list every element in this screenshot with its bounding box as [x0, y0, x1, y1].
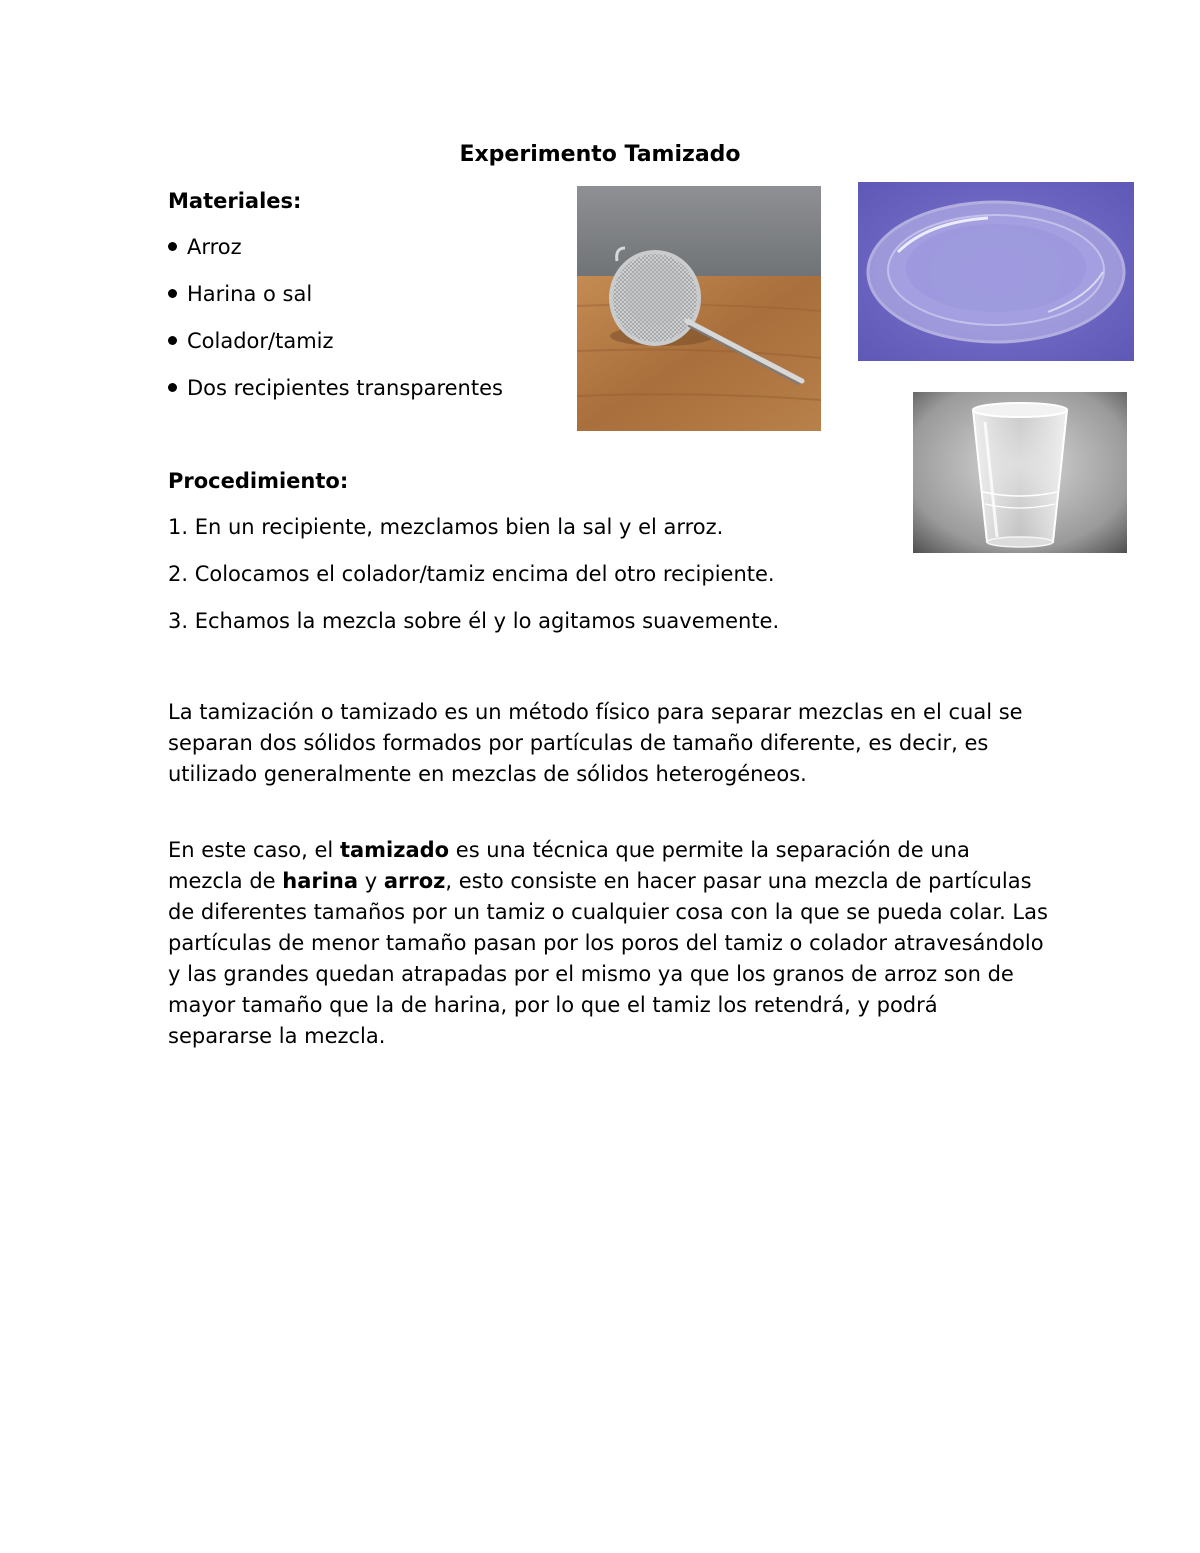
paragraph-text: es una técnica que permite la separación de una mezcla de: [168, 838, 970, 893]
materials-item-label: Dos recipientes transparentes: [187, 376, 503, 400]
paragraph-text: y: [358, 869, 384, 893]
materials-item-label: Arroz: [187, 235, 242, 259]
paragraph-text: , esto consiste en hacer pasar una mezcla de partículas de diferentes tamaños por un tamiz o cualquier cosa con la que se pueda colar. Las partículas de menor tamaño pasan por los poros del tamiz o colador atravesándolo y las grandes quedan atrapadas por el mismo ya que los granos de arroz son de mayor tamaño que la de harina, por lo que el tamiz los retendrá, y podrá separarse la mezcla.: [168, 869, 1048, 1048]
bullet-icon: [168, 383, 177, 392]
procedure-step: 1. En un recipiente, mezclamos bien la sal y el arroz.: [168, 515, 724, 539]
bold-term: arroz: [383, 869, 446, 893]
bullet-icon: [168, 289, 177, 298]
plate-photo: [858, 182, 1134, 361]
explanation-paragraph: [168, 835, 1048, 1052]
procedure-heading: Procedimiento:: [168, 469, 349, 493]
page-title: Experimento Tamizado: [459, 142, 741, 167]
materials-heading: Materiales:: [168, 189, 302, 213]
bold-term: harina: [282, 869, 359, 893]
strainer-photo: [577, 186, 821, 431]
materials-item: [168, 374, 503, 402]
cup-photo: [913, 392, 1127, 553]
procedure-step: 2. Colocamos el colador/tamiz encima del otro recipiente.: [168, 562, 775, 586]
materials-item-label: Colador/tamiz: [187, 329, 334, 353]
materials-item: [168, 233, 242, 261]
materials-item-label: Harina o sal: [187, 282, 313, 306]
paragraph-text: En este caso, el: [168, 838, 340, 862]
materials-item: [168, 327, 334, 355]
bullet-icon: [168, 336, 177, 345]
definition-paragraph: La tamización o tamizado es un método físico para separar mezclas en el cual se separan dos sólidos formados por partículas de tamaño diferente, es decir, es utilizado generalmente en mezclas de sólidos heterogéneos.: [168, 700, 1023, 786]
materials-item: [168, 280, 312, 308]
procedure-step: 3. Echamos la mezcla sobre él y lo agitamos suavemente.: [168, 609, 780, 633]
bullet-icon: [168, 242, 177, 251]
bold-term: tamizado: [339, 838, 450, 862]
